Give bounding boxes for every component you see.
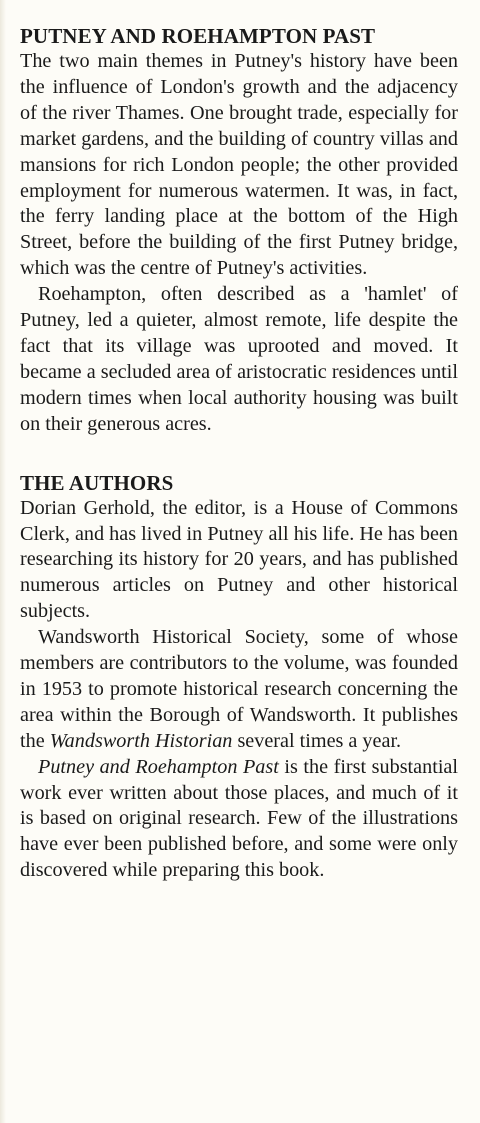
book-title: Putney and Roehampton Past (38, 755, 279, 778)
paragraph-roehampton: Roehampton, often described as a 'hamlet' of Putney, led a quieter, almost remote, life despite the fact that its village was uprooted and moved. It became a secluded area of aristocratic residences until modern times when local authority housing was built on their generous acres. (20, 283, 458, 435)
paragraph-society (20, 625, 458, 755)
scan-edge-shading (0, 0, 6, 1123)
paragraph-book (20, 755, 458, 885)
section-title-putney-past: PUTNEY AND ROEHAMPTON PAST (20, 24, 376, 48)
section-title-authors: THE AUTHORS (20, 470, 174, 495)
journal-title: Wandsworth Historian (49, 729, 233, 752)
section-spacer (20, 438, 458, 471)
paragraph-editor: Dorian Gerhold, the editor, is a House of Commons Clerk, and has lived in Putney all his life. He has been researching its history for 20 years, and has published numerous articles on Putney and other historical subjects. (20, 496, 458, 623)
back-cover-text (20, 24, 458, 884)
paragraph-themes: The two main themes in Putney's history have been the influence of London's growth and the adjacency of the river Thames. One brought trade, especially for market gardens, and the building of country villas and mansions for rich London people; the other provided employment for numerous watermen. It was, in fact, the ferry landing place at the bottom of the High Street, before the building of the first Putney bridge, which was the centre of Putney's activities. (20, 50, 458, 280)
society-text-end: several times a year. (232, 729, 402, 752)
society-text-start: Wandsworth Historical Society, some of whose members are contributors to the volume, was founded in 1953 to promote historical research concerning the area within the Borough of Wandsworth. It publishes the (20, 626, 458, 752)
book-text: is the first substantial work ever written about those places, and much of it is based on original research. Few of the illustrations have ever been published before, and some were only discovered while preparing this book. (20, 755, 459, 882)
